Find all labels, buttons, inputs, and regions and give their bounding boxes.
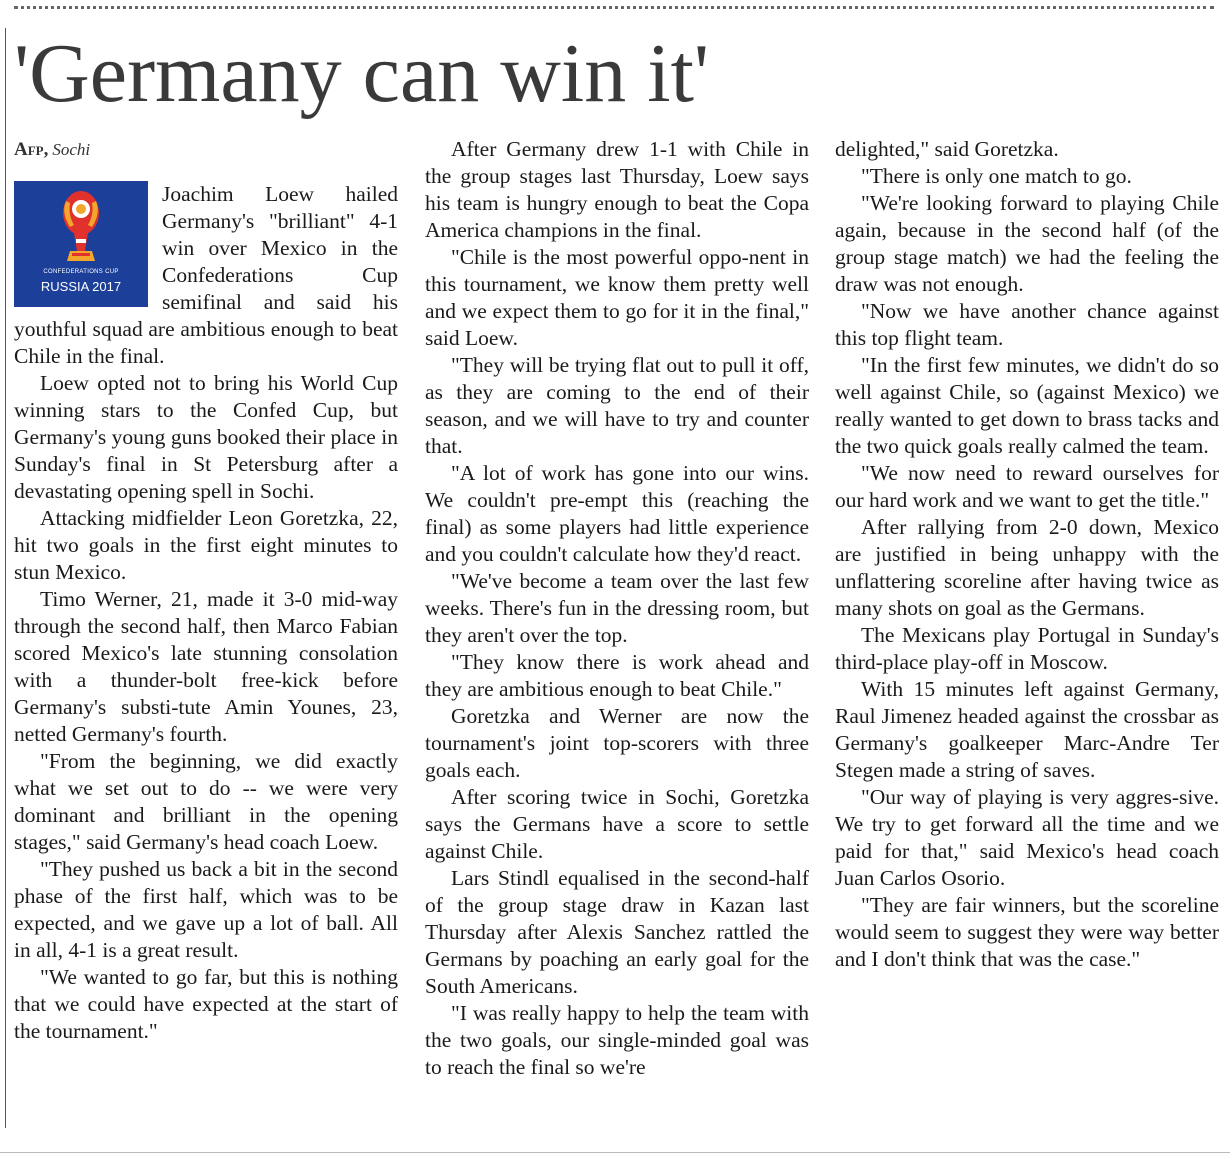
paragraph: After scoring twice in Sochi, Goretzka says the Germans have a score to settle against Chile. [425,785,809,863]
paragraph: "From the beginning, we did exactly what we set out to do -- we were very dominant and brilliant in the opening stages," said Germany's head coach Loew. [14,749,398,854]
logo-main-text: RUSSIA 2017 [40,279,122,294]
headline: 'Germany can win it' [14,27,710,120]
paragraph: "I was really happy to help the team with the two goals, our single-minded goal was to reach the final so we're [425,1001,809,1079]
paragraph: "They are fair winners, but the scoreline would seem to suggest they were way better and I don't think that was the case." [835,893,1219,971]
paragraph: Joachim Loew hailed Germany's "brilliant" 4-1 win over Mexico in the Confederations Cup semifinal and said his youthful squad are ambitious enough to beat Chile in the final. [14,182,398,368]
paragraph: The Mexicans play Portugal in Sunday's third-place play-off in Moscow. [835,623,1219,674]
paragraph: Attacking midfielder Leon Goretzka, 22, hit two goals in the first eight minutes to stun Mexico. [14,506,398,584]
paragraph: Loew opted not to bring his World Cup winning stars to the Confed Cup, but Germany's young guns booked their place in Sunday's final in St Petersburg after a devastating opening spell in Sochi. [14,371,398,503]
logo-badge [14,181,148,307]
paragraph: "Our way of playing is very aggres-sive. We try to get forward all the time and we paid for that," said Mexico's head coach Juan Carlos Osorio. [835,785,1219,890]
byline-location: Sochi [52,140,91,159]
paragraph-continued: delighted," said Goretzka. [835,137,1059,161]
paragraph: Timo Werner, 21, made it 3-0 mid-way through the second half, then Marco Fabian scored Mexico's late stunning consolation with a thunder-bolt free-kick before Germany's substi-tute Amin Younes, 23, netted Germany's fourth. [14,587,398,746]
paragraph: "We've become a team over the last few weeks. There's fun in the dressing room, but they aren't over the top. [425,569,809,647]
paragraph: "There is only one match to go. [861,164,1132,188]
article-column-2 [425,136,809,1081]
paragraph: "They will be trying flat out to pull it off, as they are coming to the end of their season, and we will have to try and counter that. [425,353,809,458]
article-column-1 [14,181,398,1045]
paragraph: "A lot of work has gone into our wins. We couldn't pre-empt this (reaching the final) as some players had little experience and you couldn't calculate how they'd react. [425,461,809,566]
bottom-rule [0,1152,1230,1153]
paragraph: "Now we have another chance against this top flight team. [835,299,1219,350]
paragraph: "They pushed us back a bit in the second phase of the first half, which was to be expected, and we gave up a lot of ball. All in all, 4-1 is a great result. [14,857,398,962]
paragraph: "They know there is work ahead and they are ambitious enough to beat Chile." [425,650,809,701]
paragraph: "We're looking forward to playing Chile again, because in the second half (of the group stage match) we had the feeling the draw was not enough. [835,191,1219,296]
paragraph: After rallying from 2-0 down, Mexico are justified in being unhappy with the unflattering scoreline after having twice as many shots on goal as the Germans. [835,515,1219,620]
paragraph: "We now need to reward ourselves for our hard work and we want to get the title." [835,461,1219,512]
top-dotted-rule [14,6,1214,9]
paragraph: Goretzka and Werner are now the tournament's joint top-scorers with three goals each. [425,704,809,782]
paragraph: After Germany drew 1-1 with Chile in the group stages last Thursday, Loew says his team is hungry enough to beat the Copa America champions in the final. [425,137,809,242]
logo-top-text: CONFEDERATIONS CUP [43,269,119,275]
paragraph: "In the first few minutes, we didn't do so well against Chile, so (against Mexico) we really wanted to get down to brass tacks and the two quick goals really calmed the team. [835,353,1219,458]
paragraph: Lars Stindl equalised in the second-half of the group stage draw in Kazan last Thursday after Alexis Sanchez rattled the Germans by poaching an early goal for the South Americans. [425,866,809,998]
paragraph: With 15 minutes left against Germany, Raul Jimenez headed against the crossbar as Germany's goalkeeper Marc-Andre Ter Stegen made a string of saves. [835,677,1219,782]
confederations-cup-logo [14,181,150,309]
byline [14,138,90,162]
left-column-rule [5,28,6,1128]
paragraph: "We wanted to go far, but this is nothing that we could have expected at the start of the tournament." [14,965,398,1043]
paragraph: "Chile is the most powerful oppo-nent in this tournament, we know them pretty well and we expect them to go for it in the final," said Loew. [425,245,809,350]
byline-agency: Afp, [14,139,49,160]
article-column-3 [835,136,1219,973]
